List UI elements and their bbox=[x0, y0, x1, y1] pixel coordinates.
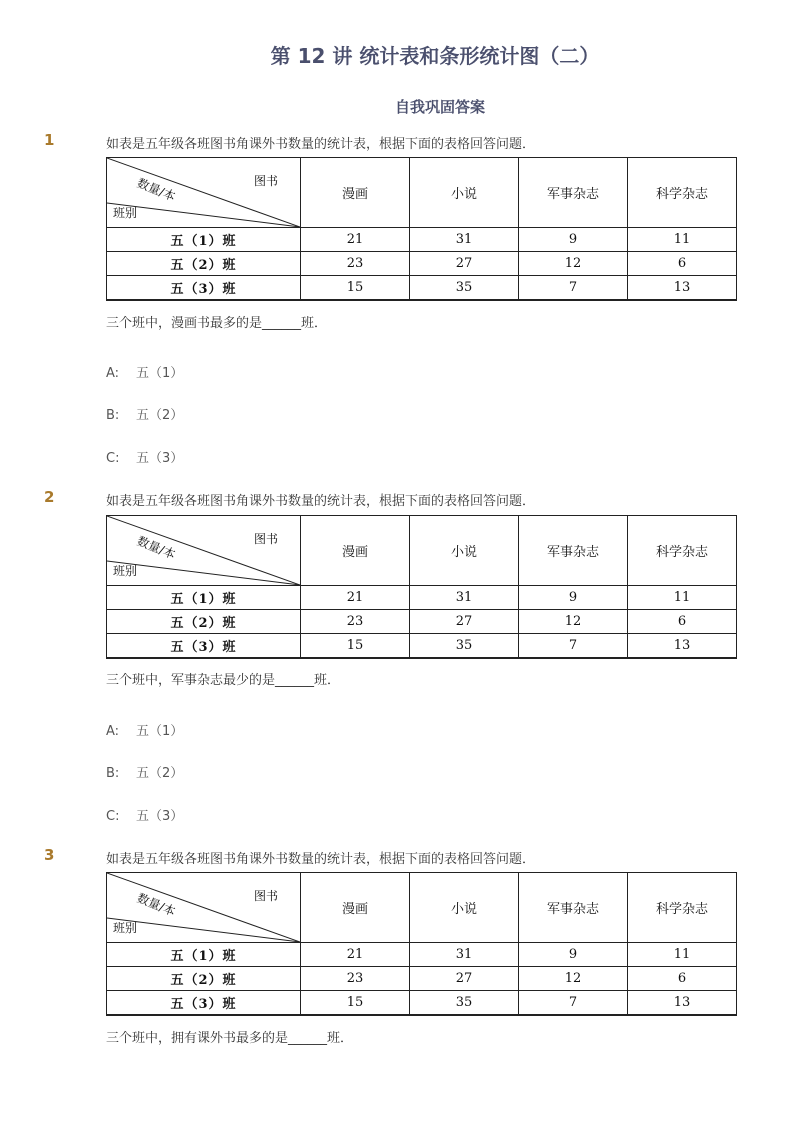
row-label: 五（1）班 bbox=[107, 943, 301, 967]
table-row bbox=[107, 967, 737, 991]
table-cell: 23 bbox=[301, 610, 410, 634]
table-cell: 31 bbox=[410, 228, 519, 252]
table-cell: 27 bbox=[410, 252, 519, 276]
diagonal-header-cell bbox=[107, 873, 301, 943]
option-text: 五（3） bbox=[136, 809, 184, 824]
table-cell: 15 bbox=[301, 991, 410, 1016]
table-row bbox=[107, 610, 737, 634]
table-row bbox=[107, 276, 737, 301]
row-label: 五（2）班 bbox=[107, 252, 301, 276]
column-header: 小说 bbox=[410, 158, 519, 228]
question-number: 2 bbox=[44, 488, 55, 506]
question-stem: 如表是五年级各班图书角课外书数量的统计表，根据下面的表格回答问题． bbox=[106, 137, 536, 152]
statistics-table bbox=[106, 157, 737, 301]
table-cell: 13 bbox=[628, 276, 737, 301]
table-row bbox=[107, 586, 737, 610]
option-letter: A: bbox=[106, 366, 120, 381]
table-cell: 13 bbox=[628, 991, 737, 1016]
option-text: 五（1） bbox=[136, 724, 184, 739]
row-label: 五（3）班 bbox=[107, 276, 301, 301]
option-text: 五（2） bbox=[136, 766, 184, 781]
table-cell: 21 bbox=[301, 586, 410, 610]
table-row bbox=[107, 228, 737, 252]
table-row bbox=[107, 991, 737, 1016]
table-cell: 11 bbox=[628, 228, 737, 252]
table-cell: 15 bbox=[301, 634, 410, 659]
statistics-table bbox=[106, 515, 737, 659]
column-header: 科学杂志 bbox=[628, 158, 737, 228]
row-label: 五（1）班 bbox=[107, 586, 301, 610]
corner-label-class: 班别 bbox=[113, 206, 138, 220]
option-text: 五（3） bbox=[136, 451, 184, 466]
corner-label-book: 图书 bbox=[253, 889, 278, 903]
corner-label-book: 图书 bbox=[253, 174, 278, 188]
question-stem: 如表是五年级各班图书角课外书数量的统计表，根据下面的表格回答问题． bbox=[106, 852, 536, 867]
option-text: 五（2） bbox=[136, 408, 184, 423]
column-header: 小说 bbox=[410, 873, 519, 943]
row-label: 五（2）班 bbox=[107, 967, 301, 991]
row-label: 五（3）班 bbox=[107, 634, 301, 659]
row-label: 五（3）班 bbox=[107, 991, 301, 1016]
table-cell: 27 bbox=[410, 967, 519, 991]
column-header: 漫画 bbox=[301, 158, 410, 228]
table-cell: 7 bbox=[519, 634, 628, 659]
table-cell: 11 bbox=[628, 586, 737, 610]
option-letter: B: bbox=[106, 766, 120, 781]
table-cell: 6 bbox=[628, 610, 737, 634]
table-row bbox=[107, 634, 737, 659]
corner-label-count: 数量/本 bbox=[135, 533, 178, 562]
table-cell: 35 bbox=[410, 991, 519, 1016]
table-cell: 31 bbox=[410, 586, 519, 610]
table-cell: 35 bbox=[410, 276, 519, 301]
table-cell: 12 bbox=[519, 967, 628, 991]
question-prompt: 三个班中，漫画书最多的是______班． bbox=[106, 316, 328, 331]
option-letter: C: bbox=[106, 451, 120, 466]
question-prompt: 三个班中，拥有课外书最多的是______班． bbox=[106, 1031, 354, 1046]
table-cell: 12 bbox=[519, 252, 628, 276]
page-title: 第 12 讲 统计表和条形统计图（二） bbox=[270, 44, 600, 68]
table-cell: 27 bbox=[410, 610, 519, 634]
answer-option-b[interactable] bbox=[106, 762, 183, 781]
column-header: 小说 bbox=[410, 516, 519, 586]
option-text: 五（1） bbox=[136, 366, 184, 381]
diagonal-header-cell bbox=[107, 158, 301, 228]
column-header: 科学杂志 bbox=[628, 873, 737, 943]
option-letter: C: bbox=[106, 809, 120, 824]
answer-option-c[interactable] bbox=[106, 447, 183, 466]
table-cell: 23 bbox=[301, 967, 410, 991]
table-row bbox=[107, 943, 737, 967]
option-letter: B: bbox=[106, 408, 120, 423]
table-cell: 6 bbox=[628, 967, 737, 991]
table-cell: 35 bbox=[410, 634, 519, 659]
column-header: 漫画 bbox=[301, 516, 410, 586]
table-cell: 21 bbox=[301, 943, 410, 967]
column-header: 漫画 bbox=[301, 873, 410, 943]
answer-option-a[interactable] bbox=[106, 720, 183, 739]
table-cell: 21 bbox=[301, 228, 410, 252]
answer-option-a[interactable] bbox=[106, 362, 183, 381]
page-subtitle: 自我巩固答案 bbox=[394, 98, 485, 116]
column-header: 军事杂志 bbox=[519, 873, 628, 943]
table-cell: 9 bbox=[519, 228, 628, 252]
table-cell: 12 bbox=[519, 610, 628, 634]
table-row bbox=[107, 252, 737, 276]
row-label: 五（1）班 bbox=[107, 228, 301, 252]
table-cell: 9 bbox=[519, 943, 628, 967]
table-cell: 7 bbox=[519, 276, 628, 301]
table-cell: 7 bbox=[519, 991, 628, 1016]
table-cell: 23 bbox=[301, 252, 410, 276]
answer-option-c[interactable] bbox=[106, 805, 183, 824]
corner-label-book: 图书 bbox=[253, 532, 278, 546]
table-cell: 31 bbox=[410, 943, 519, 967]
corner-label-count: 数量/本 bbox=[135, 175, 178, 204]
column-header: 军事杂志 bbox=[519, 158, 628, 228]
answer-option-b[interactable] bbox=[106, 404, 183, 423]
corner-label-class: 班别 bbox=[113, 564, 138, 578]
statistics-table bbox=[106, 872, 737, 1016]
question-number: 3 bbox=[44, 846, 55, 864]
table-cell: 11 bbox=[628, 943, 737, 967]
option-letter: A: bbox=[106, 724, 120, 739]
column-header: 军事杂志 bbox=[519, 516, 628, 586]
diagonal-header-cell bbox=[107, 516, 301, 586]
column-header: 科学杂志 bbox=[628, 516, 737, 586]
question-prompt: 三个班中，军事杂志最少的是______班． bbox=[106, 673, 341, 688]
question-stem: 如表是五年级各班图书角课外书数量的统计表，根据下面的表格回答问题． bbox=[106, 494, 536, 509]
corner-label-class: 班别 bbox=[113, 921, 138, 935]
table-cell: 9 bbox=[519, 586, 628, 610]
table-cell: 13 bbox=[628, 634, 737, 659]
question-number: 1 bbox=[44, 131, 55, 149]
table-cell: 15 bbox=[301, 276, 410, 301]
corner-label-count: 数量/本 bbox=[135, 890, 178, 919]
table-cell: 6 bbox=[628, 252, 737, 276]
row-label: 五（2）班 bbox=[107, 610, 301, 634]
